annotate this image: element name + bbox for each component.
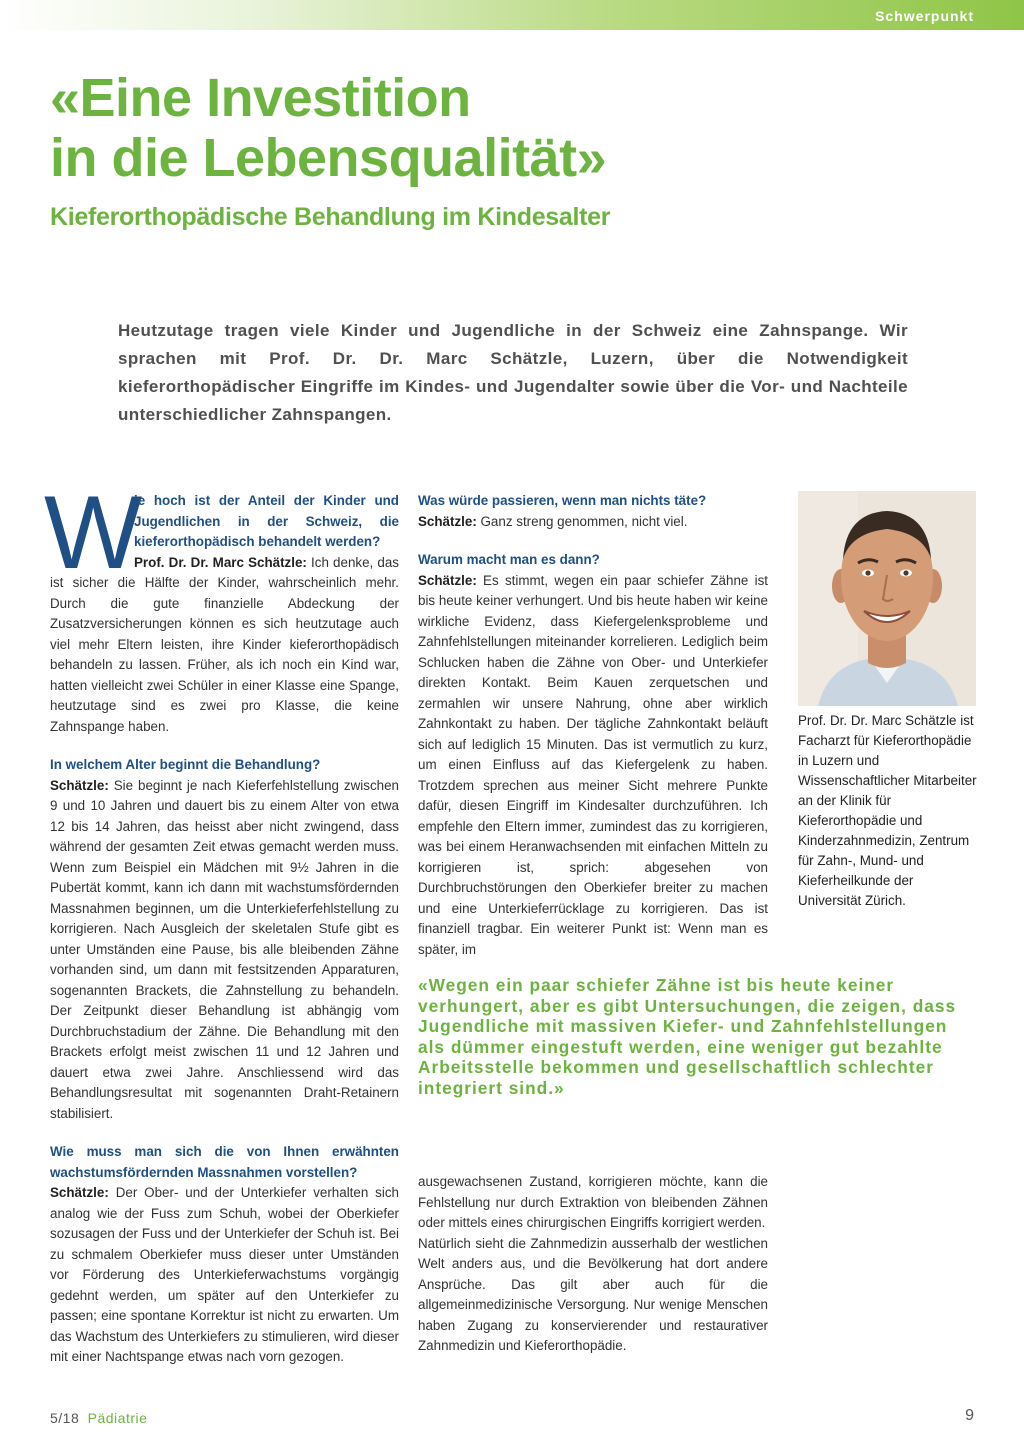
question-text: Was würde passieren, wenn man nichts täte? [418, 493, 707, 508]
section-tag: Schwerpunkt [875, 8, 974, 24]
interview-block-5 [418, 550, 768, 960]
question-text: Wie muss man sich die von Ihnen erwähnten wachstumsfördernden Massnahmen vorstellen? [50, 1144, 399, 1180]
column-2 [418, 491, 768, 960]
speaker-label: Schätzle: [50, 1185, 109, 1200]
article-subtitle: Kieferorthopädische Behandlung im Kindesalter [50, 203, 611, 231]
interview-block-4 [418, 491, 768, 532]
pull-quote: «Wegen ein paar schiefer Zähne ist bis heute keiner verhungert, aber es gibt Untersuchungen, die zeigen, dass Jugendliche mit massiven Kiefer- und Zahnfehlstellungen als dümmer eingestuft werden, eine weniger gut bezahlte Arbeitsstelle bekommen und gesellschaftlich schlechter integriert sind.» [418, 975, 957, 1098]
column-2-continued [418, 1172, 768, 1357]
magazine-name: Pädiatrie [87, 1410, 148, 1426]
speaker-label: Schätzle: [50, 777, 109, 793]
article-title-line1: «Eine Investition [50, 68, 471, 128]
continued-paragraph: Natürlich sieht die Zahnmedizin ausserhalb der westlichen Welt anders aus, und die Bevölkerung hat dort andere Ansprüche. Das gilt aber auch für die allgemeinmedizinische Versorgung. Nur wenige Menschen haben Zugang zu konservierender und restaurativer Zahnmedizin und Kieferorthopädie. [418, 1235, 768, 1353]
drop-cap [44, 475, 143, 591]
issue-number: 5/18 [50, 1410, 80, 1426]
header-bar [0, 0, 1024, 30]
interview-block-3 [50, 1142, 399, 1368]
answer-text: Es stimmt, wegen ein paar schiefer Zähne ist bis heute keiner verhungert. Und bis heute haben wir keine wirkliche Evidenz, dass Kiefergelenksprobleme und Zahnfehlstellungen miteinander korrelieren. Lediglich beim Schlucken haben die Zähne von Ober- und Unterkiefer direkten Kontakt. Beim Kauen zerquetschen und zermahlen wir unsere Nahrung, ohne aber wirklich Zahnkontakt zu haben. Der tägliche Zahnkontakt beläuft sich auf lediglich 15 Minuten. Das ist vermutlich zu kurz, um einen Einfluss auf das Kiefergelenk zu haben. Trotzdem sprechen aus meiner Sicht mehrere Punkte dafür, diesen Eingriff im Kindesalter durchzuführen. Ich empfehle den Eltern immer, zumindest das zu korrigieren, was bei einem Heranwachsenden mit einfachen Mitteln zu korrigieren ist, sprich: abgesehen von Durchbruchstörungen den Oberkiefer breiter zu machen und eine Unterkieferrücklage zu korrigieren. Das ist finanziell tragbar. Ein weiterer Punkt ist: Wenn man es später, im [418, 572, 768, 957]
answer-text: Ganz streng genommen, nicht viel. [476, 513, 688, 529]
article-title [50, 68, 950, 188]
speaker-label: Schätzle: [418, 572, 477, 588]
question-text: ie hoch ist der Anteil der Kinder und Jugendlichen in der Schweiz, die kieferorthopädisch behandelt werden? [134, 493, 399, 549]
footer-issue [50, 1410, 147, 1426]
portrait-photo [798, 491, 976, 706]
question-text: In welchem Alter beginnt die Behandlung? [50, 757, 321, 772]
page-number: 9 [965, 1407, 974, 1424]
answer-text: Sie beginnt je nach Kieferfehlstellung zwischen 9 und 10 Jahren und dauert bis zu einem Alter von etwa 12 bis 14 Jahren, das heisst aber nicht zwingend, dass während der gesamten Zeit etwas gemacht werden muss. Wenn zum Beispiel ein Mädchen mit 9½ Jahren in die Pubertät kommt, kann ich dann mit wachstumsfördernden Massnahmen beginnen, um die Unterkieferfehlstellung zu korrigieren. Nach Ausgleich der skeletalen Stufe gibt es unter Umständen eine Pause, bis alle bleibenden Zähne vorhanden sind, um dann mit festsitzenden Apparaturen, sogenannten Brackets, die Zahnstellung zu behandeln. Der Zeitpunkt dieser Behandlung ist abhängig vom Durchbruchstadium der Zähne. Die Behandlung mit den Brackets erfolgt meist zwischen 11 und 12 Jahren und dauert etwa zwei Jahre. Anschliessend wird das Behandlungsresultat mit sogenannten Draht-Retainern stabilisiert. [50, 777, 399, 1121]
speaker-label: Prof. Dr. Dr. Marc Schätzle: [134, 554, 307, 570]
portrait-illustration [798, 491, 976, 706]
speaker-label: Schätzle: [418, 513, 477, 529]
photo-caption: Prof. Dr. Dr. Marc Schätzle ist Facharzt für Kieferorthopädie in Luzern und Wissenschaftlicher Mitarbeiter an der Klinik für Kieferorthopädie und Kinderzahnmedizin, Zentrum für Zahn-, Mund- und Kieferheilkunde der Universität Zürich. [798, 713, 977, 908]
question-text: Warum macht man es dann? [418, 552, 600, 567]
interview-block-2 [50, 755, 399, 1124]
answer-text: Ich denke, das ist sicher die Hälfte der Kinder, wahrscheinlich mehr. Durch die gute finanzielle Abdeckung der Zusatzversicherungen können es sich heutzutage auch viel mehr Eltern leisten, ihre Kinder kieferorthopädisch behandeln zu lassen. Früher, als ich noch ein Kind war, hatten vielleicht zwei Schüler in einer Klasse eine Spange, heutzutage sind es zwei pro Klasse, die keine Zahnspange haben. [50, 554, 400, 734]
answer-text: Der Ober- und der Unterkiefer verhalten sich analog wie der Fuss zum Schuh, wobei der Oberkiefer sozusagen der Fuss und der Unterkiefer der Schuh ist. Bei zu schmalem Oberkiefer muss dieser unter Umständen vor Förderung des Unterkieferwachstums vorgängig gedehnt werden, um später auf den Unterkiefer zu passen; eine spontane Korrektur ist nicht zu erwarten. Um das Wachstum des Unterkiefers zu stimulieren, wird dieser mit einer Nachtspange etwas nach vorn gezogen. [50, 1185, 399, 1364]
article-title-line2: in die Lebensqualität» [50, 128, 607, 188]
drop-cap-letter: W [44, 475, 143, 591]
continued-paragraph: ausgewachsenen Zustand, korrigieren möchte, kann die Fehlstellung nur durch Extraktion von bleibenden Zähnen oder mittels eines chirurgischen Eingriffs korrigiert werden. [418, 1174, 768, 1230]
column-1 [44, 475, 400, 1368]
lead-paragraph: Heutzutage tragen viele Kinder und Jugendliche in der Schweiz eine Zahnspange. Wir sprachen mit Prof. Dr. Dr. Marc Schätzle, Luzern, über die Notwendigkeit kieferorthopädischer Eingriffe im Kindes- und Jugendalter sowie über die Vor- und Nachteile unterschiedlicher Zahnspangen. [118, 321, 908, 424]
